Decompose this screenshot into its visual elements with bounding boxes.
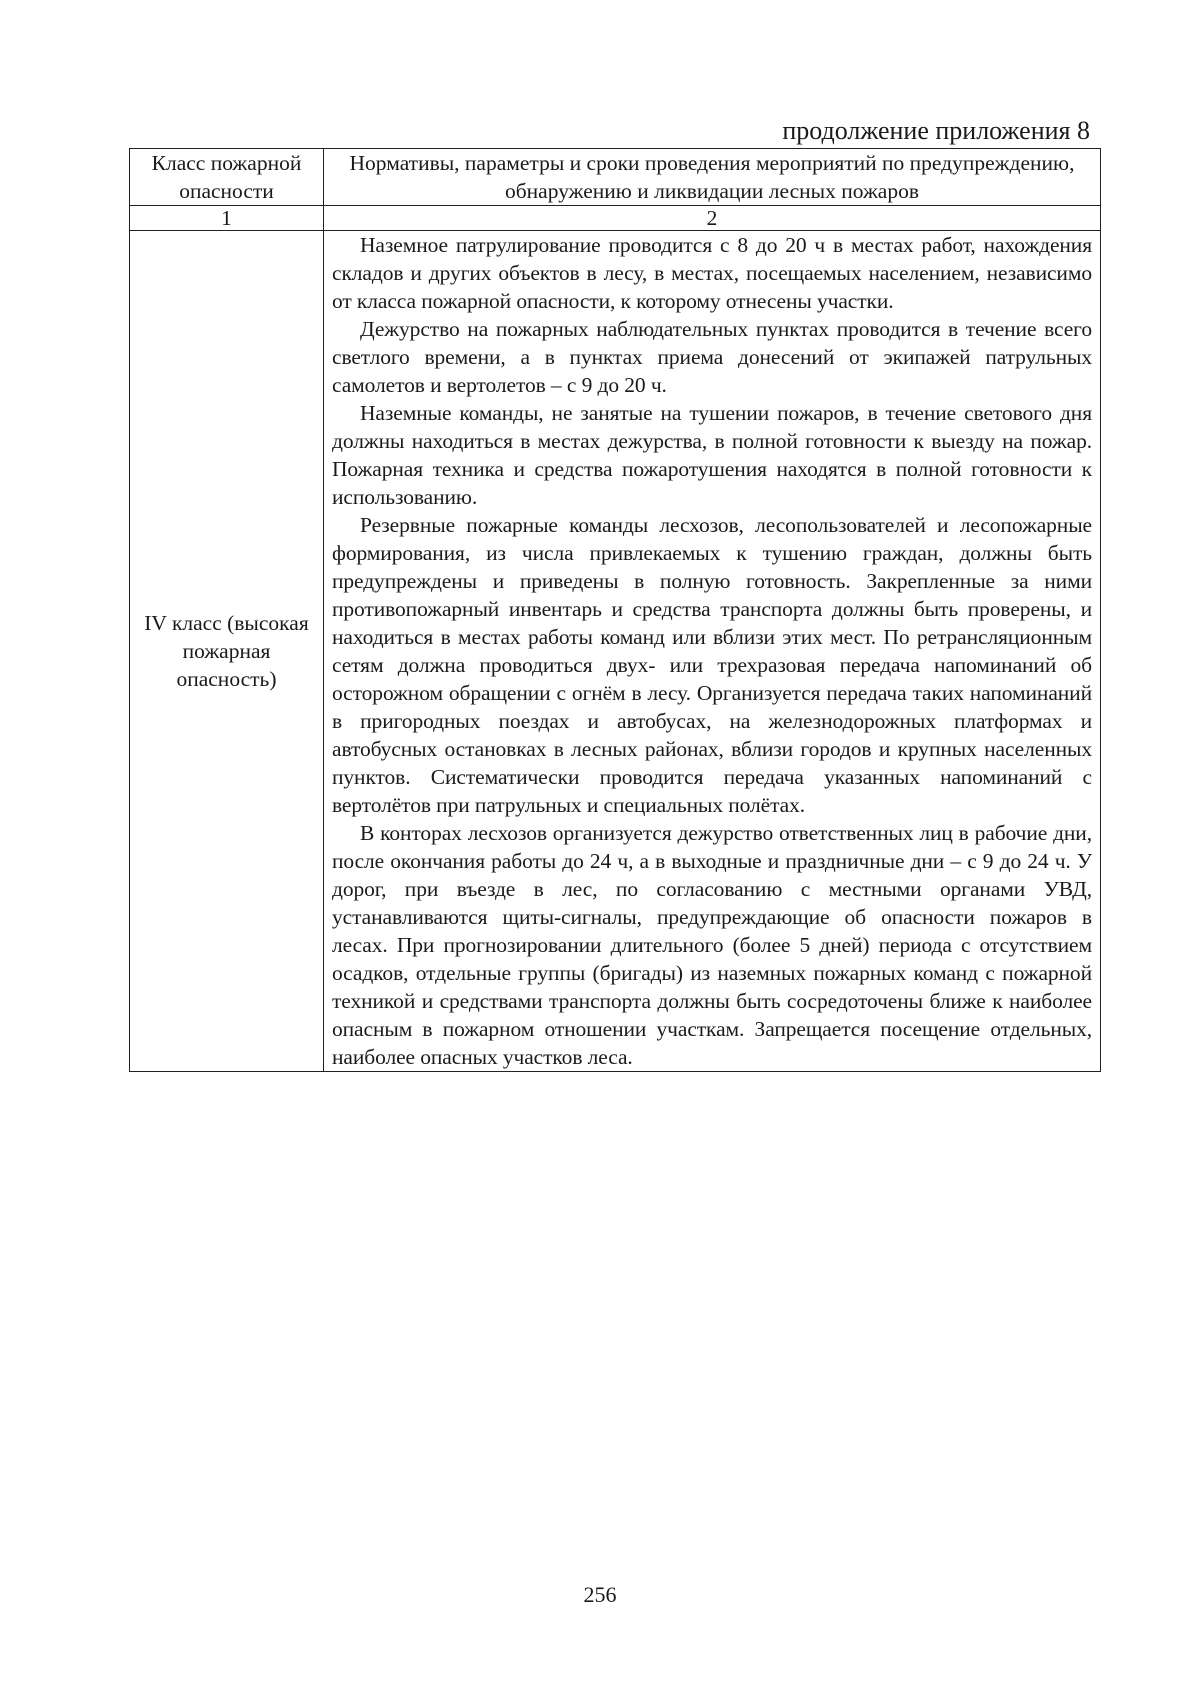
fire-danger-table — [129, 148, 1101, 1072]
table-header-row — [130, 149, 1101, 206]
paragraph-watch-posts: Дежурство на пожарных наблюдательных пунктах проводится в течение всего светлого времени, а в пунктах приема донесений от экипажей патрульных самолетов и вертолетов – с 9 до 20 ч. — [332, 317, 1092, 397]
class-label: IV класс (высокая пожарная опасность) — [130, 231, 324, 1072]
paragraph-ground-teams: Наземные команды, не занятые на тушении пожаров, в течение светового дня должны находиться в местах дежурства, в полной готовности к выезду на пожар. Пожарная техника и средства пожаротушения находятся в полной готовности к использованию. — [332, 401, 1092, 509]
table-row — [130, 231, 1101, 1072]
header-class: Класс пожарной опасности — [130, 149, 324, 206]
norms-content — [324, 231, 1101, 1072]
continuation-note: продолжение приложения 8 — [782, 116, 1090, 145]
paragraph-offices: В конторах лесхозов организуется дежурство ответственных лиц в рабочие дни, после окончания работы до 24 ч, а в выходные и праздничные дни – с 9 до 24 ч. У дорог, при въезде в лес, по согласованию с местными органами УВД, устанавливаются щиты-сигналы, предупреждающие об опасности пожаров в лесах. При прогнозировании длительного (более 5 дней) периода с отсутствием осадков, отдельные группы (бригады) из наземных пожарных команд с пожарной техникой и средствами транспорта должны быть сосредоточены ближе к наиболее опасным в пожарном отношении участкам. Запрещается посещение отдельных, наиболее опасных участков леса. — [332, 821, 1092, 1069]
paragraph-patrol: Наземное патрулирование проводится с 8 до 20 ч в местах работ, нахождения складов и других объектов в лесу, в местах, посещаемых населением, независимо от класса пожарной опасности, к которому отнесены участки. — [332, 233, 1092, 313]
header-norms: Нормативы, параметры и сроки проведения мероприятий по предупреждению, обнаружению и ликвидации лесных пожаров — [324, 149, 1101, 206]
column-number-row — [130, 206, 1101, 231]
column-number-1: 1 — [130, 206, 324, 231]
paragraph-reserve-teams: Резервные пожарные команды лесхозов, лесопользователей и лесопожарные формирования, из числа привлекаемых к тушению граждан, должны быть предупреждены и приведены в полную готовность. Закрепленные за ними противопожарный инвентарь и средства транспорта должны быть проверены, и находиться в местах работы команд или вблизи этих мест. По ретрансляционным сетям должна проводиться двух- или трехразовая передача напоминаний об осторожном обращении с огнём в лесу. Организуется передача таких напоминаний в пригородных поездах и автобусах, на железнодорожных платформах и автобусных остановках в лесных районах, вблизи городов и крупных населенных пунктов. Систематически проводится передача указанных напоминаний с вертолётов при патрульных и специальных полётах. — [332, 513, 1092, 817]
page-number: 256 — [583, 1582, 617, 1607]
column-number-2: 2 — [324, 206, 1101, 231]
